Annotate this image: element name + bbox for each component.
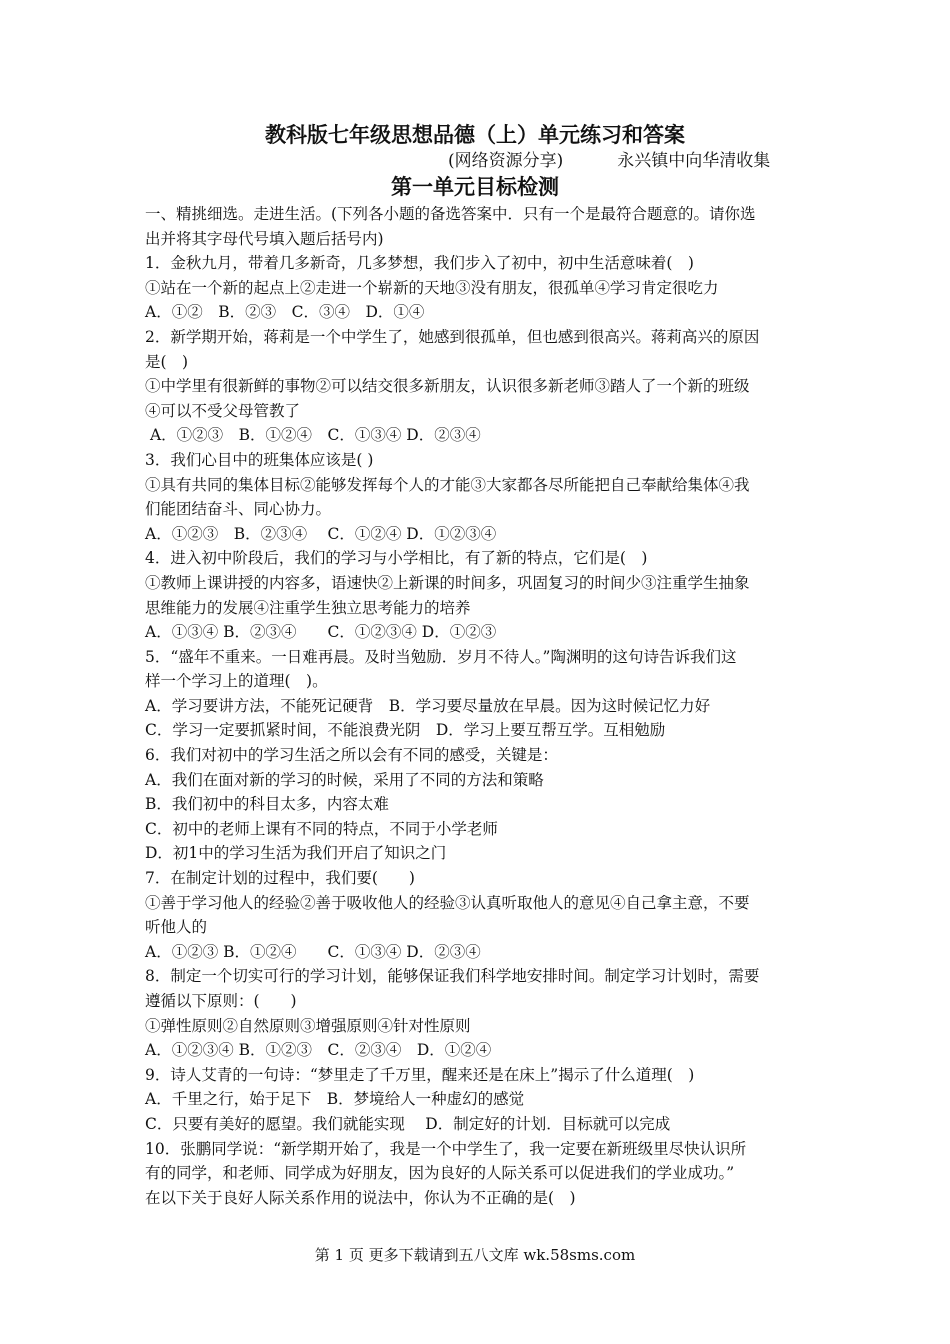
document-subtitle: (网络资源分享) 永兴镇中向华清收集 xyxy=(448,151,771,171)
text-line: ①教师上课讲授的内容多，语速快②上新课的时间多，巩固复习的时间少③注重学生抽象 xyxy=(145,573,750,592)
text-line: A．我们在面对新的学习的时候，采用了不同的方法和策略 xyxy=(145,770,544,789)
text-line: A．①②③ B．①②④ C．①③④ D．②③④ xyxy=(145,942,481,961)
text-line: 听他人的 xyxy=(145,918,208,937)
text-line: A．①③④ B．②③④ C．①②③④ D．①②③ xyxy=(145,623,497,642)
document-body xyxy=(145,202,813,1210)
text-line: ①弹性原则②自然原则③增强原则④针对性原则 xyxy=(145,1016,471,1035)
text-line: A．①② B．②③ C．③④ D．①④ xyxy=(145,303,425,322)
text-line: 样一个学习上的道理( )。 xyxy=(145,672,328,691)
text-line: A．千里之行，始于足下 B．梦境给人一种虚幻的感觉 xyxy=(145,1090,525,1109)
text-line: 7．在制定计划的过程中，我们要( ) xyxy=(145,869,415,888)
text-line: 5．“盛年不重来。一日难再晨。及时当勉励．岁月不待人。”陶渊明的这句诗告诉我们这 xyxy=(145,647,737,666)
text-line: 4．进入初中阶段后，我们的学习与小学相比，有了新的特点，它们是( ) xyxy=(145,549,648,568)
text-line: D．初1中的学习生活为我们开启了知识之门 xyxy=(145,844,447,863)
text-line: B．我们初中的科目太多，内容太难 xyxy=(145,795,389,814)
unit-title: 第一单元目标检测 xyxy=(391,174,559,199)
text-line: 6．我们对初中的学习生活之所以会有不同的感受，关键是： xyxy=(145,746,558,765)
text-line: 出并将其字母代号填入题后括号内) xyxy=(145,229,384,248)
text-line: 遵循以下原则：( ) xyxy=(145,992,297,1010)
text-line: 思维能力的发展④注重学生独立思考能力的培养 xyxy=(145,598,471,617)
text-line: 10．张鹏同学说：“新学期开始了，我是一个中学生了，我一定要在新班级里尽快认识所 xyxy=(145,1139,747,1158)
text-line: 9．诗人艾青的一句诗：“梦里走了千万里，醒来还是在床上”揭示了什么道理( ) xyxy=(145,1065,695,1084)
text-line: 2．新学期开始，蒋莉是一个中学生了，她感到很孤单，但也感到很高兴。蒋莉高兴的原因 xyxy=(145,327,760,346)
page-footer: 第 1 页 更多下载请到五八文库 wk.58sms.com xyxy=(314,1246,636,1264)
text-line: 3．我们心目中的班集体应该是( ) xyxy=(145,450,374,469)
text-line: C．学习一定要抓紧时间，不能浪费光阴 D．学习上要互帮互学。互相勉励 xyxy=(145,721,666,740)
document-title: 教科版七年级思想品德（上）单元练习和答案 xyxy=(265,122,685,147)
text-line: ①善于学习他人的经验②善于吸收他人的经验③认真听取他人的意见④自己拿主意，不要 xyxy=(145,893,750,912)
text-line: A．①②③④ B．①②③ C．②③④ D．①②④ xyxy=(145,1041,492,1060)
text-line: ①站在一个新的起点上②走进一个崭新的天地③没有朋友，很孤单④学习肯定很吃力 xyxy=(145,278,719,297)
text-line: A．①②③ B．②③④ C．①②④ D．①②③④ xyxy=(145,524,497,543)
text-line: C．只要有美好的愿望。我们就能实现 D．制定好的计划．目标就可以完成 xyxy=(145,1114,671,1133)
text-line: ①中学里有很新鲜的事物②可以结交很多新朋友，认识很多新老师③踏人了一个新的班级 xyxy=(145,377,750,396)
text-line: 一、精挑细选。走进生活。(下列各小题的备选答案中．只有一个是最符合题意的。请你选 xyxy=(145,205,756,223)
text-line: 在以下关于良好人际关系作用的说法中，你认为不正确的是( ) xyxy=(145,1188,576,1207)
text-line: 是( ) xyxy=(145,352,189,371)
text-line: C．初中的老师上课有不同的特点，不同于小学老师 xyxy=(145,819,498,838)
text-line: 8．制定一个切实可行的学习计划，能够保证我们科学地安排时间。制定学习计划时，需要 xyxy=(145,967,760,986)
text-line: ④可以不受父母管教了 xyxy=(145,401,301,420)
text-line: A．学习要讲方法，不能死记硬背 B．学习要尽量放在早晨。因为这时候记忆力好 xyxy=(145,696,711,715)
text-line: ①具有共同的集体目标②能够发挥每个人的才能③大家都各尽所能把自己奉献给集体④我 xyxy=(145,475,750,494)
text-line: 1．金秋九月，带着几多新奇，几多梦想，我们步入了初中，初中生活意味着( ) xyxy=(145,254,694,273)
text-line: 有的同学，和老师、同学成为好朋友，因为良好的人际关系可以促进我们的学业成功。” xyxy=(145,1164,735,1183)
text-line: 们能团结奋斗、同心协力。 xyxy=(145,500,332,519)
text-line: A．①②③ B．①②④ C．①③④ D．②③④ xyxy=(145,426,481,445)
